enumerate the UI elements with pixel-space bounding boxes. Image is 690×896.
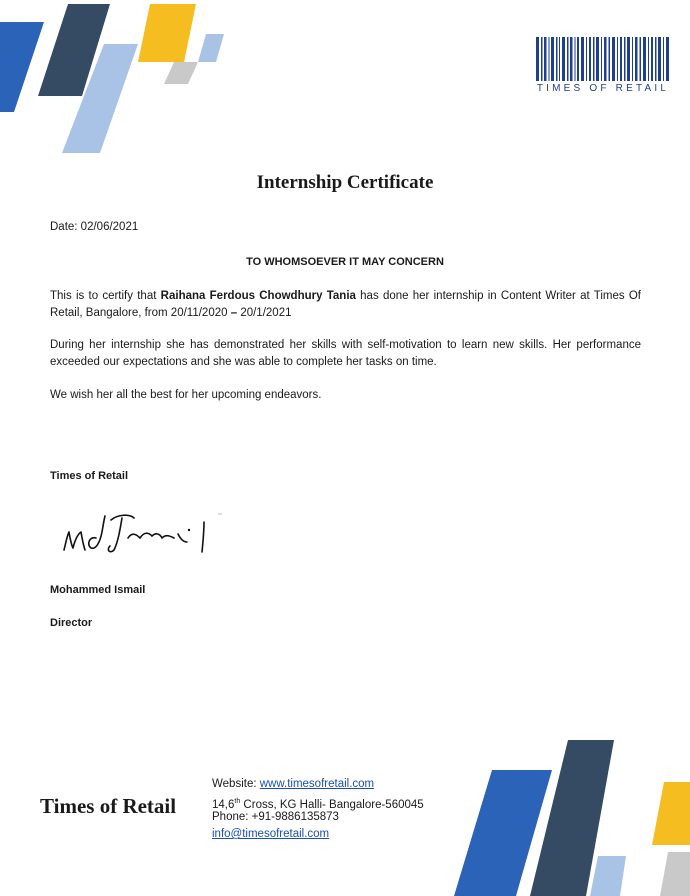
intern-name: Raihana Ferdous Chowdhury Tania — [160, 290, 356, 302]
performance-paragraph: During her internship she has demonstrated her skills with self-motivation to learn new skills. Her performance exceeded our expectations and she was able to complete her tasks on time. — [50, 339, 641, 368]
para1-prefix: This is to certify that — [50, 290, 161, 302]
barcode-logo — [534, 37, 672, 99]
signature-icon — [56, 502, 226, 562]
date-range-dash: – — [230, 307, 238, 319]
footer-brand: Times of Retail — [40, 794, 177, 818]
para1-middle: has done her internship in Content Writer at Times Of Retail, Bangalore, from 20/11/2020 — [50, 290, 641, 319]
certificate-title: Internship Certificate — [256, 172, 434, 193]
address-suffix: th — [234, 798, 241, 805]
email-link[interactable]: info@timesofretail.com — [212, 828, 330, 840]
barcode-icon — [536, 37, 670, 81]
website-link[interactable]: www.timesofretail.com — [259, 778, 375, 790]
footer-email — [212, 826, 329, 843]
footer-phone: Phone: +91-9886135873 — [212, 811, 339, 823]
signatory-company: Times of Retail — [50, 470, 129, 482]
signatory-role: Director — [50, 617, 93, 629]
logo-wordmark: TIMES OF RETAIL — [536, 83, 670, 94]
footer-website — [212, 776, 374, 793]
address-rest: Cross, KG Halli- Bangalore-560045 — [240, 798, 424, 811]
wishes-paragraph: We wish her all the best for her upcoming endeavors. — [50, 389, 322, 401]
signatory-name: Mohammed Ismail — [50, 584, 146, 596]
certify-paragraph — [50, 288, 641, 322]
salutation: TO WHOMSOEVER IT MAY CONCERN — [246, 256, 444, 268]
website-label: Website: — [212, 778, 260, 790]
address-number: 14,6 — [212, 798, 235, 811]
para1-end: 20/1/2021 — [237, 307, 292, 319]
certificate-date: Date: 02/06/2021 — [50, 221, 139, 233]
